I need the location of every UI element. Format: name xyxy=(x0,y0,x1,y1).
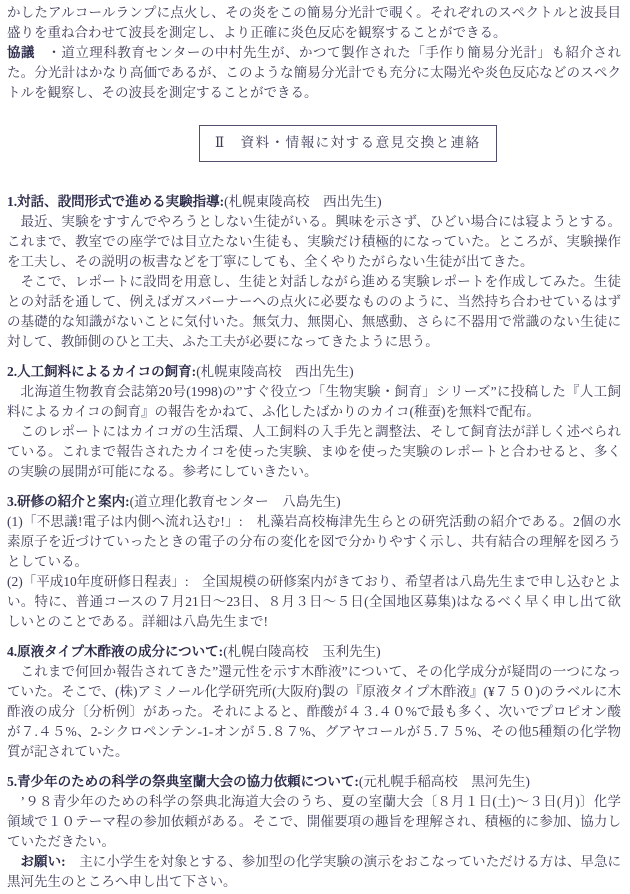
paragraph xyxy=(7,212,621,272)
paragraph xyxy=(7,792,621,852)
section-title: 5.青少年のための科学の祭典室蘭大会の協力依頼について: xyxy=(7,774,359,789)
section-1 xyxy=(7,192,621,352)
section-title: 4.原液タイプ木酢液の成分について: xyxy=(7,644,224,659)
paragraph-lead-label: お願い: xyxy=(20,854,66,869)
section-heading xyxy=(7,642,621,662)
kyogi-paragraph xyxy=(7,43,621,103)
paragraph-text: 最近、実験をすすんでやろうとしない生徒がいる。興味を示さず、ひどい場合には寝ようとする。これまで、教室での座学では目立たない生徒も、実験だけ積極的になっていた。ところが、実験操作を工夫し、その説明の板書などを丁寧にしても、全くやりたがらない生徒が出てきた。 xyxy=(7,214,621,269)
kyogi-text: ・道立理科教育センターの中村先生が、かつて製作された「手作り簡易分光計」も紹介された。分光計はかなり高価であるが、このような簡易分光計でも充分に太陽光や炎色反応などのスペクトルを観察し、その波長を測定することができる。 xyxy=(7,45,621,100)
section-affiliation: (札幌東陵高校 西出先生) xyxy=(196,364,354,379)
paragraph-text: これまで何回か報告されてきた”還元性を示す木酢液”について、その化学成分が疑問の一つになっていた。そこで、(株)アミノール化学研究所(大阪府)製の『原液タイプ木酢液』(¥７５０)のラベルに木酢液の成分〔分析例〕があった。それによると、酢酸が４３.４０%で最も多く、次いでプロピオン酸が７.４５%、2-シクロペンテン-1-オンが５.８７%、グアヤコールが５.７５%、その他5種類の化学物質が記されていた。 xyxy=(7,664,621,759)
paragraph xyxy=(7,422,621,482)
paragraph-text: そこで、レポートに設問を用意し、生徒と対話しながら進める実験レポートを作成してみた。生徒との対話を通して、例えばガスバーナーへの点火に必要なもののように、当然持ち合わせているはずの基礎的な知識がないことに気付いた。無気力、無関心、無感動、さらに不器用で常識のない生徒に対して、教師側のひと工夫、ふた工夫が必要になってきたように思う。 xyxy=(7,274,621,349)
paragraph xyxy=(7,572,621,632)
paragraph-text: このレポートにはカイコガの生活環、人工飼料の入手先と調整法、そして飼育法が詳しく述べられている。これまで報告されたカイコを使った実験、まゆを使った実験のレポートと合わせると、多くの実験の展開が可能になる。参考にしていきたい。 xyxy=(7,424,621,479)
section-heading xyxy=(7,192,621,212)
section-title: 1.対話、設問形式で進める実験指導: xyxy=(7,194,225,209)
section-2 xyxy=(7,362,621,482)
paragraph-text: (1)「不思議!電子は内側へ流れ込む!」: 札藻岩高校梅津先生らとの研究活動の紹介である。2個の水素原子を近づけていったときの電子の分布の変化を図で分かりやすく示し、共有結合の理解を図ろうとしている。 xyxy=(7,514,621,569)
paragraph xyxy=(7,662,621,762)
section-heading xyxy=(7,772,621,792)
section-title-box-row xyxy=(7,125,621,163)
intro-continuation-paragraph: かしたアルコールランプに点火し、その炎をこの簡易分光計で覗く。それぞれのスペクトルと波長目盛りを重ね合わせて波長を測定し、より正確に炎色反応を観察することができる。 xyxy=(7,5,621,40)
paragraph-text: 北海道生物教育会誌第20号(1998)の”すぐ役立つ「生物実験・飼育」シリーズ”に投稿した『人工飼料によるカイコの飼育』の報告をかねて、ふ化したばかりのカイコ(稚蚕)を無料で配布。 xyxy=(7,384,621,419)
section-affiliation: (札幌白陵高校 玉利先生) xyxy=(223,644,381,659)
paragraph xyxy=(7,852,621,892)
paragraph xyxy=(7,382,621,422)
paragraph-text: ’９８青少年のための科学の祭典北海道大会のうち、夏の室蘭大会〔８月１日(土)～３日(月)〕化学領域で１０テーマ程の参加依頼がある。そこで、開催要項の趣旨を理解され、積極的に参加、協力していただきたい。 xyxy=(7,794,621,849)
paragraph xyxy=(7,272,621,352)
paragraph-text: (2)「平成10年度研修日程表」: 全国規模の研修案内がきており、希望者は八島先生まで申し込むとよい。特に、普通コースの７月21日～23日、８月３日～５日(全国地区募集)はなるべく早く申し出て欲しいとのことである。詳細は八島先生まで! xyxy=(7,574,621,629)
section-3 xyxy=(7,492,621,632)
section-affiliation: (元札幌手稲高校 黒河先生) xyxy=(358,774,530,789)
section-title: 3.研修の紹介と案内: xyxy=(7,494,130,509)
section-4 xyxy=(7,642,621,762)
section-5 xyxy=(7,772,621,892)
sections-container xyxy=(7,192,621,892)
paragraph-text: 主に小学生を対象とする、参加型の化学実験の演示をおこなっていただける方は、早急に黒河先生のところへ申し出て下さい。 xyxy=(7,854,622,889)
kyogi-label: 協議 xyxy=(7,45,36,60)
section-affiliation: (道立理化教育センター 八島先生) xyxy=(129,494,341,509)
section-heading xyxy=(7,362,621,382)
section-heading xyxy=(7,492,621,512)
section-title-box: Ⅱ 資料・情報に対する意見交換と連絡 xyxy=(199,125,497,162)
paragraph xyxy=(7,512,621,572)
section-affiliation: (札幌東陵高校 西出先生) xyxy=(224,194,382,209)
section-title: 2.人工飼料によるカイコの飼育: xyxy=(7,364,197,379)
